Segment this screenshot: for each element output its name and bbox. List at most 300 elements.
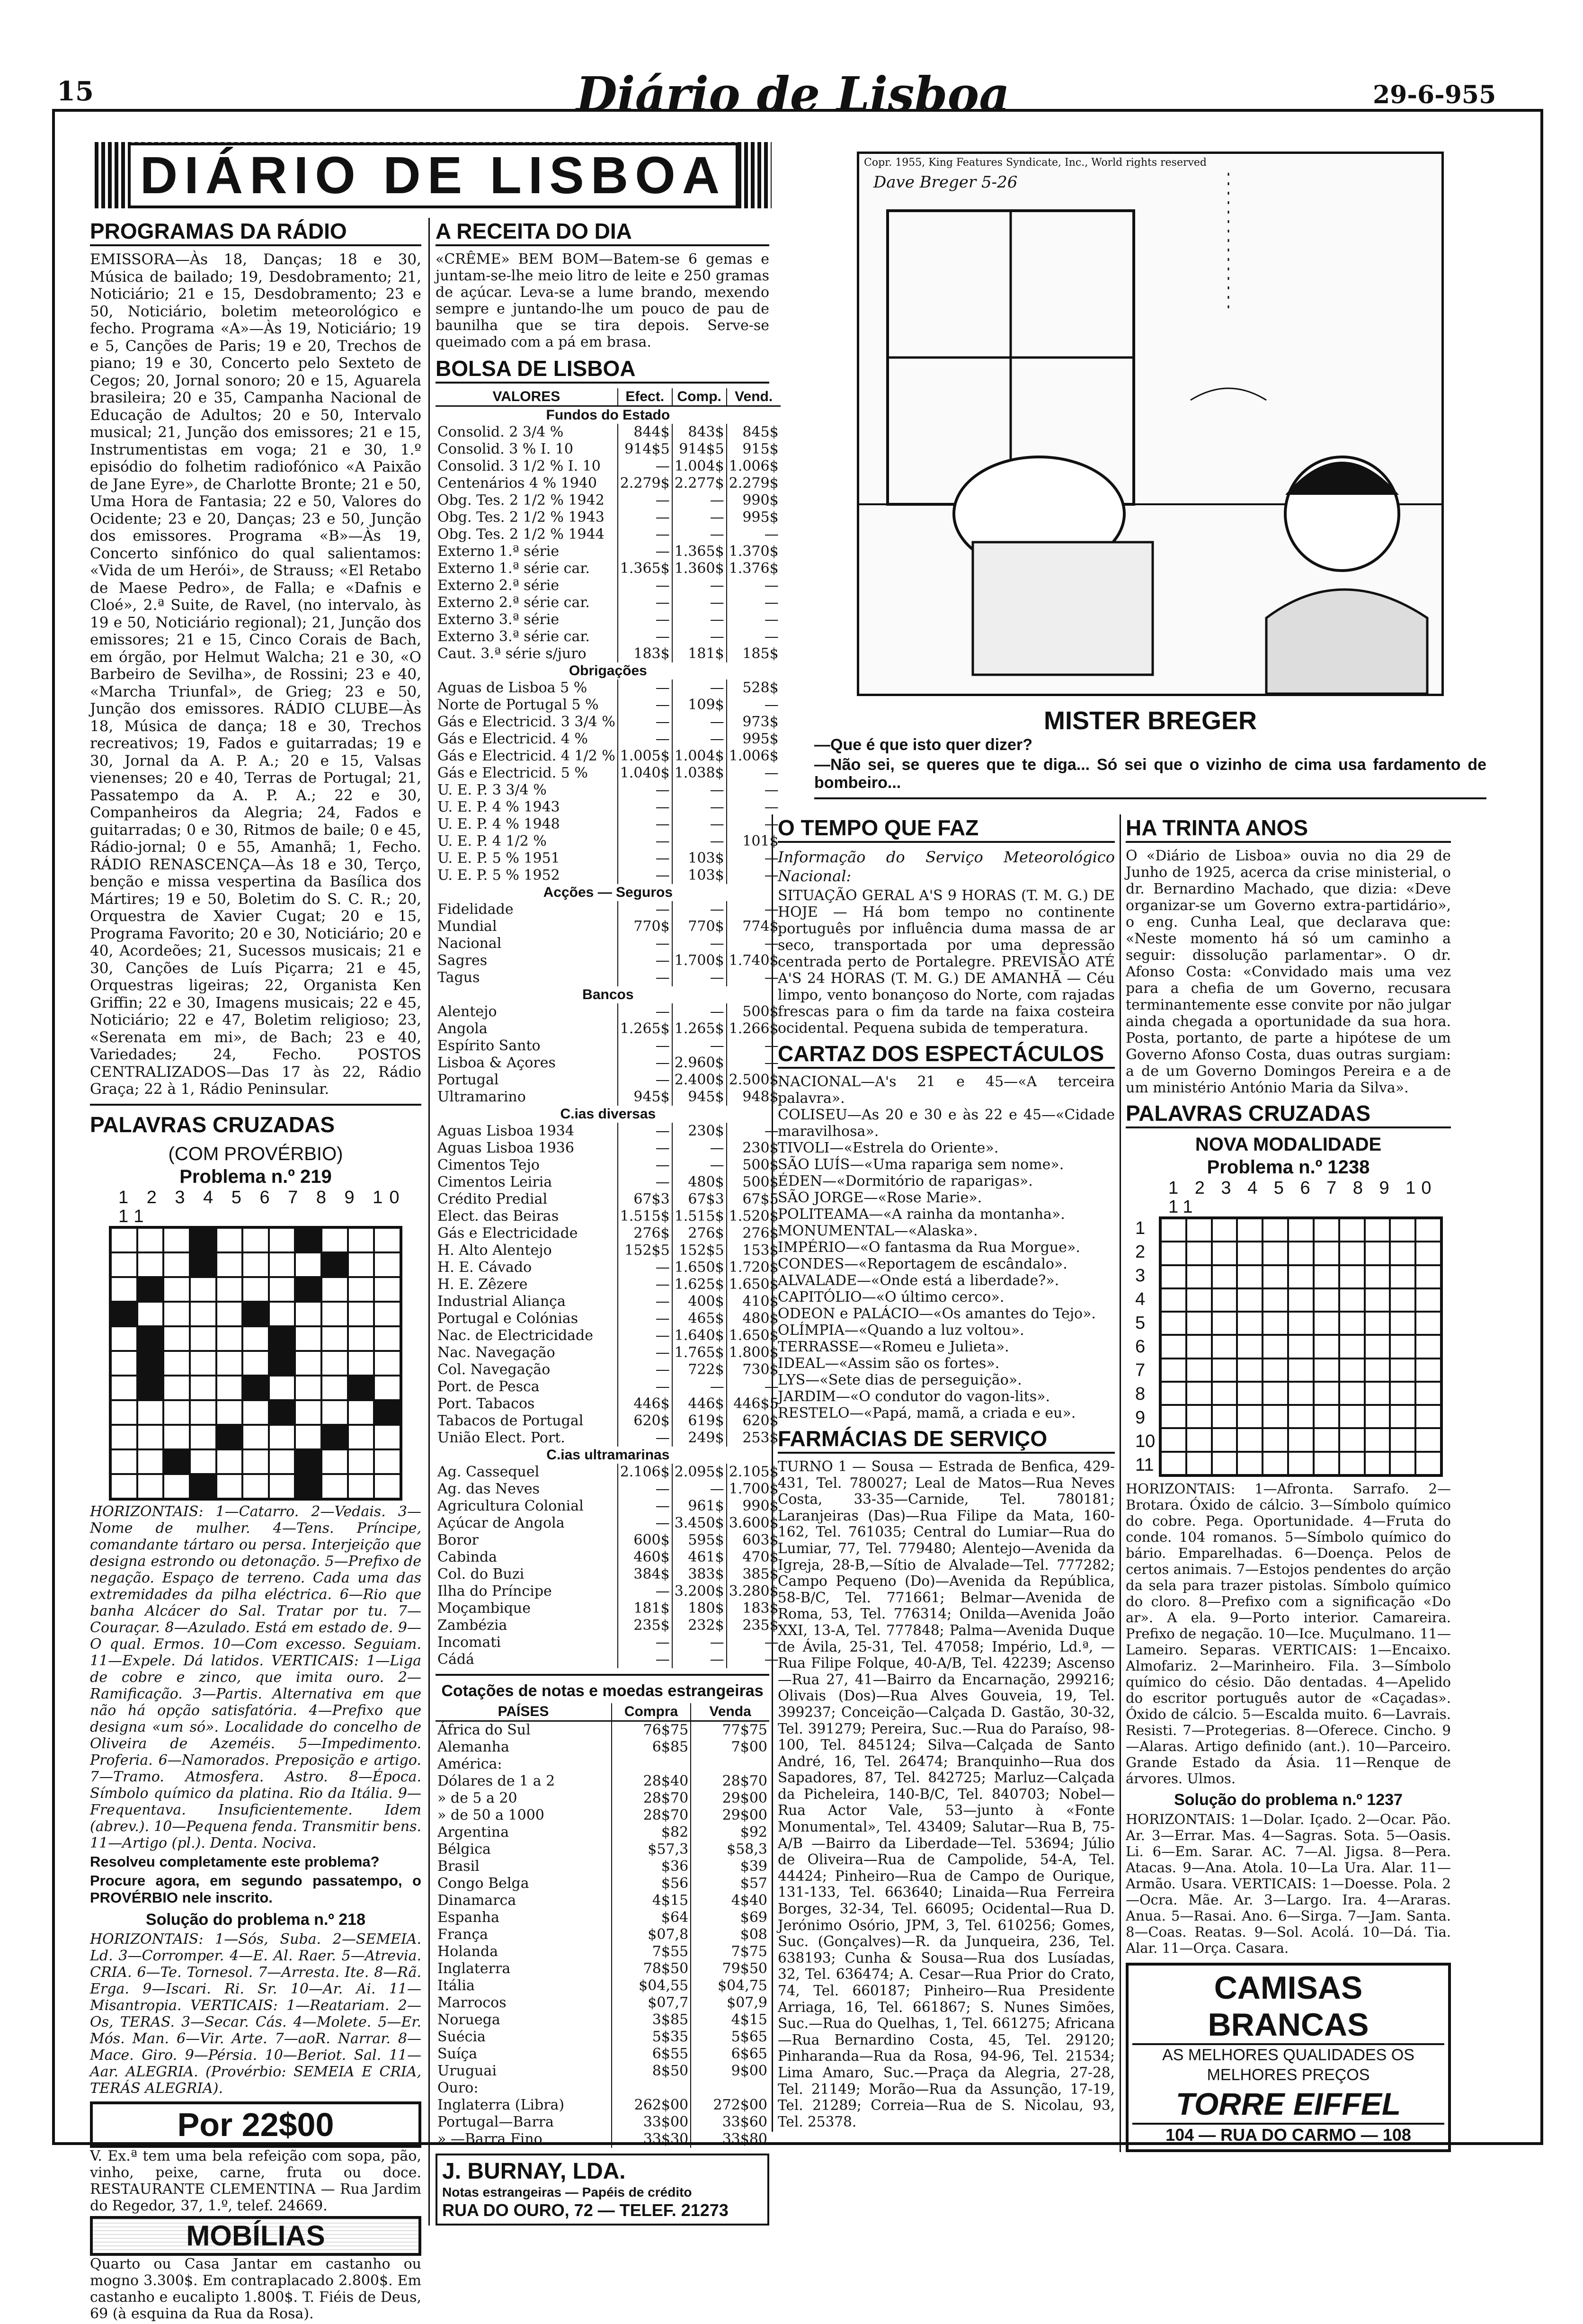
bolsa-cell: — xyxy=(672,1634,727,1651)
cartoon-caption-2: —Não sei, se queres que te diga... Só sei que o vizinho de cima usa fardamento de bombeiro... xyxy=(814,756,1486,792)
cotacoes-cell: $04,55 xyxy=(612,1977,691,1994)
crossword1-cell xyxy=(374,1277,400,1302)
crossword2-row-number: 1 xyxy=(1135,1218,1146,1238)
cotacoes-cell: Uruguai xyxy=(436,2063,612,2080)
crossword2-cell xyxy=(1288,1265,1314,1288)
crossword2-cell xyxy=(1365,1218,1390,1242)
crossword1-cell xyxy=(137,1252,164,1277)
crossword2-cell xyxy=(1365,1428,1390,1451)
burnay-name: J. BURNAY, LDA. xyxy=(442,2159,626,2184)
bolsa-cell: 461$ xyxy=(672,1549,727,1566)
crossword2-cell xyxy=(1314,1359,1339,1382)
crossword2-cell xyxy=(1263,1265,1288,1288)
crossword1-cell xyxy=(348,1351,374,1376)
espectaculo-item: ODEON e PALÁCIO—«Os amantes do Tejo». xyxy=(778,1305,1096,1322)
bolsa-row xyxy=(436,679,781,697)
bolsa-cell: — xyxy=(672,594,727,611)
crossword1-cell xyxy=(111,1400,137,1425)
bolsa-cell: Fidelidade xyxy=(436,901,618,918)
bolsa-row xyxy=(436,1430,781,1447)
bolsa-row xyxy=(436,628,781,645)
bolsa-cell: — xyxy=(618,492,672,509)
bolsa-cell: 1.004$ xyxy=(672,458,727,475)
bolsa-cell: 181$ xyxy=(672,645,727,662)
crossword2-cell xyxy=(1314,1288,1339,1312)
bolsa-row xyxy=(436,1208,781,1225)
crossword1-cell xyxy=(242,1302,269,1326)
bolsa-cell: — xyxy=(618,901,672,918)
crossword1-cell xyxy=(321,1228,348,1252)
crossword1-cell xyxy=(321,1449,348,1474)
bolsa-cell: 101$ xyxy=(742,833,779,849)
crossword1-cell xyxy=(163,1376,190,1400)
bolsa-cell: — xyxy=(618,1310,672,1327)
crossword1-cell xyxy=(374,1474,400,1499)
bolsa-row xyxy=(436,1617,781,1634)
crossword2-cell xyxy=(1288,1288,1314,1312)
espectaculo-item: SÃO LUÍS—«Uma rapariga sem nome». xyxy=(778,1156,1064,1173)
bolsa-cell: — xyxy=(618,1651,672,1668)
bolsa-cell: Gás e Electricid. 5 % xyxy=(436,765,618,782)
bolsa-cell: Incomati xyxy=(436,1634,618,1651)
cotacoes-cell: 28$70 xyxy=(722,1773,767,1789)
bolsa-cell: 620$ xyxy=(742,1412,779,1429)
cotacoes-cell: 7$75 xyxy=(731,1943,767,1960)
receita-heading: A RECEITA DO DIA xyxy=(436,218,769,246)
cotacoes-row xyxy=(436,1841,769,1858)
bolsa-cell: 1.625$ xyxy=(672,1276,727,1293)
crossword1-cell xyxy=(321,1277,348,1302)
cotacoes-cell: 29$00 xyxy=(722,1790,767,1806)
crossword2-row-number: 6 xyxy=(1135,1337,1146,1357)
cotacoes-cell: 9$00 xyxy=(731,2063,767,2079)
bolsa-cell: 1.006$ xyxy=(729,458,779,474)
bolsa-cell: — xyxy=(764,594,779,611)
bolsa-cell: 770$ xyxy=(672,918,727,935)
bolsa-row xyxy=(436,1089,781,1106)
espectaculo-item: SÃO JORGE—«Rose Marie». xyxy=(778,1189,982,1206)
bolsa-cell: — xyxy=(618,1072,672,1089)
crossword2-cell xyxy=(1365,1288,1390,1312)
bolsa-cell: — xyxy=(672,1157,727,1174)
bolsa-cell: 961$ xyxy=(672,1498,727,1515)
bolsa-cell: Externo 1.ª série xyxy=(436,543,618,560)
crossword1-cell xyxy=(190,1302,216,1326)
bolsa-cell: 232$ xyxy=(672,1617,727,1634)
bolsa-cell: 990$ xyxy=(742,492,779,509)
crossword2-cell xyxy=(1314,1428,1339,1451)
crossword1-cell xyxy=(321,1474,348,1499)
bolsa-cell: 152$5 xyxy=(672,1242,727,1259)
crossword1-cell xyxy=(137,1376,164,1400)
bolsa-cell: 3.200$ xyxy=(672,1583,727,1600)
bolsa-cell: — xyxy=(672,833,727,850)
bolsa-row xyxy=(436,748,781,765)
bolsa-cell: — xyxy=(672,816,727,833)
crossword1-cell xyxy=(163,1277,190,1302)
bolsa-cell: 1.365$ xyxy=(618,560,672,577)
crossword1-cell xyxy=(111,1474,137,1499)
crossword2-cell xyxy=(1314,1405,1339,1428)
bolsa-row xyxy=(436,850,781,867)
crossword2-cell xyxy=(1161,1218,1186,1242)
bolsa-cell: 1.038$ xyxy=(672,765,727,782)
radio-text: EMISSORA—Às 18, Danças; 18 e 30, Música de bailado; 19, Desdobramento; 21, Noticiário; 21 e 15, Desdobramento; 23 e 50, Noticiário, boletim meteorológico e fecho. Programa «A»—Às 19, Noticiário; 19 e 5, Canções de Paris; 19 e 20, Trechos de piano; 19 e 30, Concerto pelo Sexteto de Cegos; 20, Jornal sonoro; 20 e 15, Aguarela brasileira; 20 e 35, Campanha Nacional de Educação de Adultos; 20 e 50, Intervalo musical; 21, Junção dos emissores; 21 e 15, Instrumentistas em voga; 21 e 30, 1.º episódio do folhetim radiofónico «A Paixão de Jane Eyre», de Charlotte Bronte; 21 e 50, Uma Hora de Fantasia; 22 e 50, Valores do Ocidente; 23 e 20, Danças; 23 e 50, Junção dos emissores. Programa «B»—Às 19, Concerto sinfónico do qual salientamos: «Vida de um Herói», de Strauss; «El Retabo de Maese Pedro», de Falla; e «Dafnis e Cloé», 2.ª Suite, de Ravel, (no intervalo, às 19 e 50, Noticiário regional); 21, Junção dos emissores; 21 e 15, Cinco Corais de Bach, em órgão, por Helmut Walcha; 21 e 30, «O Barbeiro de Sevilha», de Rossini; 23 e 40, «Marcha Triunfal», de Grieg; 23 e 50, Junção dos emissores. RÁDIO CLUBE—Às 18, Música de dança; 18 e 30, Trechos recreativos; 19, Fados e guitarradas; 19 e 30, Jornal da A. P. A.; 20 e 15, Valsas vienenses; 20 e 40, Terras de Portugal; 21, Passatempo da A. P. A.; 22 e 30, Companheiros da Alegria; 24, Fados e guitarradas; 0 e 30, Ritmos de baile; 0 e 45, Rádio-jornal; 0 e 55, Amanhã; 1, Fecho. RÁDIO RENASCENÇA—Às 18 e 30, Terço, benção e missa vespertina da Basílica dos Mártires; 19 e 50, Boletim do S. C. R.; 20, Orquestra de Xavier Cugat; 20 e 15, Programa Favorito; 20 e 30, Noticiário; 20 e 40, Acordeões; 21, Sucessos musicais; 21 e 30, Canções de Luís Piçarra; 21 e 45, Orquestras ligeiras; 22, Organista Ken Griffin; 22 e 30, Imagens musicais; 22 e 45, Noticiário; 22 e 47, Boletim religioso; 23, «Serenata em mi», de Bach; 23 e 40, Variedades; 24, Fecho. POSTOS CENTRALIZADOS—Das 17 às 22, Rádio Graça; 22 à 1, Rádio Peninsular. xyxy=(90,251,421,1098)
crossword2-cell xyxy=(1237,1242,1263,1265)
crossword2-solution: HORIZONTAIS: 1—Dolar. Içado. 2—Ocar. Pão. Ar. 3—Errar. Mas. 4—Sagras. Sota. 5—Oasis. Li. 6—Em. Sarar. AC. 7—Al. Jigsa. 8—Pera. Atacas. 9—Ana. Atola. 10—La Ura. Alar. 11—Armão. Usara. VERTICAIS: 1—Doesse. Pola. 2—Ocra. Mãe. Ar. 3—Largo. Ira. 4—Araras. Anua. 5—Rasai. Ano. 6—Sirga. 7—Jam. Santa. 8—Coas. Reatas. 9—Sol. Acolá. 10—Dá. Tia. Alar. 11—Orça. Casara. xyxy=(1126,1811,1451,1956)
crossword1-cell xyxy=(190,1376,216,1400)
espectaculo-item: IMPÉRIO—«O fantasma da Rua Morgue». xyxy=(778,1239,1080,1256)
bolsa-cell: Nac. de Electricidade xyxy=(436,1327,618,1344)
bolsa-row xyxy=(436,1651,781,1668)
crossword2-cell xyxy=(1288,1242,1314,1265)
bolsa-cell: — xyxy=(764,799,779,815)
bolsa-row xyxy=(436,1225,781,1242)
crossword2-cell xyxy=(1415,1382,1441,1405)
crossword1-cell xyxy=(190,1474,216,1499)
bolsa-cell: Gás e Electricidade xyxy=(436,1225,618,1242)
crossword2-cell xyxy=(1365,1335,1390,1358)
crossword1-cell xyxy=(163,1228,190,1252)
crossword2-cell xyxy=(1390,1382,1415,1405)
bolsa-cell: 500$ xyxy=(742,1003,779,1020)
cotacoes-cell: $07,9 xyxy=(727,1994,767,2011)
ad-mobilias-text: Quarto ou Casa Jantar em castanho ou mogno 3.300$. Em contraplacado 2.800$. Em castanho e eucalipto 1.800$. T. Fiéis de Deus, 69 (à esquina da Rua da Rosa). xyxy=(90,2255,421,2322)
crossword1-cell xyxy=(163,1326,190,1351)
crossword1-cell xyxy=(190,1425,216,1449)
bolsa-row xyxy=(436,1583,781,1600)
bolsa-cell: 1.360$ xyxy=(672,560,727,577)
crossword1-cell xyxy=(374,1400,400,1425)
crossword1-prompt: Procure agora, em segundo passatempo, o PROVÉRBIO nele inscrito. xyxy=(90,1872,421,1906)
bolsa-cell: Port. de Pesca xyxy=(436,1378,618,1395)
crossword1-question: Resolveu completamente este problema? xyxy=(90,1853,380,1870)
crossword1-cell xyxy=(321,1252,348,1277)
bolsa-cell: — xyxy=(618,731,672,748)
crossword2-cell xyxy=(1212,1382,1237,1405)
crossword2-heading: PALAVRAS CRUZADAS xyxy=(1126,1100,1451,1128)
crossword2-cell xyxy=(1415,1242,1441,1265)
crossword1-cell xyxy=(190,1252,216,1277)
bolsa-cell: — xyxy=(618,1259,672,1276)
divider xyxy=(436,1674,769,1676)
crossword1-cell xyxy=(163,1449,190,1474)
cotacoes-cell xyxy=(612,2080,691,2097)
bolsa-cell: 945$ xyxy=(618,1089,672,1106)
crossword1-cell xyxy=(111,1228,137,1252)
bolsa-cell: 2.400$ xyxy=(672,1072,727,1089)
cotacoes-cell: 79$50 xyxy=(722,1960,767,1977)
crossword2-solution-title: Solução do problema n.º 1237 xyxy=(1174,1791,1403,1809)
crossword1-col-numbers: 1 2 3 4 5 6 7 8 9 10 11 xyxy=(118,1187,406,1226)
crossword2-cell xyxy=(1263,1405,1288,1428)
bolsa-cell: 67$3 xyxy=(672,1191,727,1208)
bolsa-cell: 383$ xyxy=(672,1566,727,1583)
crossword1-cell xyxy=(137,1302,164,1326)
bolsa-cell: 2.095$ xyxy=(672,1464,727,1481)
bolsa-cell: 948$ xyxy=(742,1089,779,1105)
bolsa-row xyxy=(436,1037,781,1055)
crossword2-cell xyxy=(1390,1428,1415,1451)
bolsa-header-row xyxy=(436,388,781,406)
bolsa-cell: U. E. P. 5 % 1951 xyxy=(436,850,618,867)
bolsa-cell: — xyxy=(618,1055,672,1072)
bolsa-cell: Mundial xyxy=(436,918,618,935)
crossword2-cell xyxy=(1212,1452,1237,1475)
bolsa-cell: 600$ xyxy=(618,1532,672,1549)
crossword2-cell xyxy=(1365,1242,1390,1265)
cotacoes-cell: 33$80 xyxy=(722,2131,767,2147)
crossword2-cell xyxy=(1390,1312,1415,1335)
crossword2-cell xyxy=(1314,1265,1339,1288)
bolsa-cell: 1.005$ xyxy=(618,748,672,765)
cotacoes-row xyxy=(436,2011,769,2029)
crossword1-cell xyxy=(137,1474,164,1499)
cotacoes-cell: Suécia xyxy=(436,2029,612,2046)
bolsa-row xyxy=(436,1293,781,1310)
cotacoes-cell: Ouro: xyxy=(436,2080,612,2097)
crossword1-cell xyxy=(321,1425,348,1449)
cotacoes-cell: Alemanha xyxy=(436,1739,612,1756)
crossword1-cell xyxy=(111,1449,137,1474)
bolsa-cell: Alentejo xyxy=(436,1003,618,1020)
crossword1-cell xyxy=(242,1400,269,1425)
bolsa-cell: Aguas de Lisboa 5 % xyxy=(436,679,618,697)
crossword1-cell xyxy=(348,1302,374,1326)
bolsa-cell: — xyxy=(618,1037,672,1055)
bolsa-cell: Obg. Tes. 2 1/2 % 1944 xyxy=(436,526,618,543)
bolsa-cell: — xyxy=(618,867,672,884)
farmacias-text: TURNO 1 — Sousa — Estrada de Benfica, 429-431, Tel. 780027; Leal de Matos—Rua Neves Costa, 33-35—Carnide, Tel. 780181; Laranjeiras (Das)—Rua Filipe da Mata, 160-162, Tel. 761035; Central do Lumiar—Rua do Lumiar, 77, Tel. 779480; Alentejo—Avenida da Igreja, 28-B,—Sítio de Alvalade—Tel. 777282; Campo Pequeno (Do)—Avenida da República, 58-B/C, Tel. 771661; Belmar—Avenida de Roma, 53, Tel. 776314; Onilda—Avenida João XXI, 13-A, Tel. 777848; Palma—Avenida Duque de Ávila, 25-31, Tel. 47058; Império, Ld.ª, —Rua Filipe Folque, 40-A/B, Tel. 42239; Ascenso—Rua 27, 41—Bairro da Encarnação, 299216; Olivais (Dos)—Rua Alves Gouveia, 19, Tel. 399237; Conceição—Calçada D. Gastão, 30-32, Tel. 391279; Pereira, Suc.—Rua do Paraíso, 98-100, Tel. 845124; Silva—Calçada de Santo André, 16, Tel. 26474; Branquinho—Rua dos Sapadores, 87, Tel. 842725; Marluz—Calçada da Picheleira, 140-B/C, Tel. 840703; Nobel—Rua Actor Vale, 53—junto à «Fonte Monumental», Tel. 43409; Salutar—Rua B, 75-A/B —Bairro da Liberdade—Tel. 53694; Júlio de Oliveira—Rua de Campolide, 54-A, Tel. 44424; Pinheiro—Rua de Campo de Ourique, 131-133, Tel. 663640; Linaida—Rua Ferreira Borges, 32-34, Tel. 66095; Ocidental—Rua D. Jerónimo Osório, JPM, 3, Tel. 610256; Gomes, Suc. (Gonçalves)—R. da Junqueira, 236, Tel. 638193; Cunha & Sousa—Rua dos Lusíadas, 32, Tel. 636474; A. Cesar—Rua Prior do Crato, 74, Tel. 660187; Pinheiro—Rua Presidente Arriaga, 16, Tel. 661867; S. Nunes Simões, Suc.—Rua do Quelhas, 1, Tel. 661275; Africana—Rua Bernardino Costa, 45, Tel. 29120; Pinharanda—Rua da Rosa, 94-96, Tel. 21534; Lima Amaro, Suc.—Praça da Alegria, 27-28, Tel. 21149; Morão—Rua da Assunção, 17-19, Tel. 21289; Correia—Rua de S. Nicolau, 93, Tel. 25378. xyxy=(778,1458,1115,2130)
bolsa-cell: — xyxy=(672,969,727,986)
bolsa-cell: União Elect. Port. xyxy=(436,1430,618,1447)
bolsa-cell: 276$ xyxy=(618,1225,672,1242)
bolsa-row xyxy=(436,867,781,884)
section-logo xyxy=(95,142,772,208)
crossword1-cell xyxy=(269,1449,295,1474)
bolsa-cell: Lisboa & Açores xyxy=(436,1055,618,1072)
cotacoes-heading: Cotações de notas e moedas estrangeiras xyxy=(441,1682,764,1700)
crossword1-cell xyxy=(374,1252,400,1277)
bolsa-row xyxy=(436,611,781,628)
cotacoes-cell: Portugal—Barra xyxy=(436,2114,612,2131)
bolsa-row xyxy=(436,816,781,833)
bolsa-row xyxy=(436,1174,781,1191)
bolsa-row xyxy=(436,594,781,611)
bolsa-cell: — xyxy=(618,1344,672,1361)
ad-refeicao-price: Por 22$00 xyxy=(90,2101,421,2148)
bolsa-cell: Angola xyxy=(436,1020,618,1037)
cotacoes-cell: 28$40 xyxy=(612,1773,691,1790)
espectaculo-item: OLÍMPIA—«Quando a luz voltou». xyxy=(778,1322,1024,1339)
bolsa-cell: 235$ xyxy=(618,1617,672,1634)
crossword1-clues: HORIZONTAIS: 1—Catarro. 2—Vedais. 3—Nome de mulher. 4—Tens. Príncipe, comandante tártaro ou persa. Interjeição que designa estrondo ou detonação. 5—Prefixo de negação. Espaço de terreno. Cada uma das extremidades da pilha eléctrica. 6—Rio que banha Alcácer do Sal. Tratar por tu. 7—Couraçar. 8—Azulado. Está em estado de. 9—O qual. Ermos. 10—Com excesso. Seguiam. 11—Expele. Dá latidos. VERTICAIS: 1—Liga de cobre e zinco, que imita ouro. 2—Ramificação. 3—Partis. Alternativa em que não há opção satisfatória. 4—Prefixo que designa «um só». Localidade do concelho de Oliveira de Azeméis. 5—Impedimento. Proferia. 6—Namorados. Preposição e artigo. 7—Tramo. Atmosfera. Astro. 8—Época. Símbolo químico da platina. Rio da Itália. 9—Frequentava. Insuficientemente. Idem (abrev.). 10—Pequena fenda. Transmitir bens. 11—Artigo (pl.). Denta. Nociva. xyxy=(90,1503,421,1851)
bolsa-cell: 410$ xyxy=(742,1293,779,1310)
cotacoes-col-header: Compra xyxy=(612,1703,691,1721)
bolsa-cell: 528$ xyxy=(742,679,779,696)
bolsa-cell: — xyxy=(672,509,727,526)
crossword2-cell xyxy=(1212,1265,1237,1288)
bolsa-cell: 1.515$ xyxy=(618,1208,672,1225)
cotacoes-row xyxy=(436,2046,769,2063)
crossword2-cell xyxy=(1212,1242,1237,1265)
crossword2-cell xyxy=(1288,1359,1314,1382)
cotacoes-cell: Espanha xyxy=(436,1909,612,1926)
bolsa-cell: 1.376$ xyxy=(729,560,779,577)
bolsa-row xyxy=(436,1157,781,1174)
bolsa-row xyxy=(436,901,781,918)
crossword1-cell xyxy=(295,1474,321,1499)
crossword1-cell xyxy=(348,1252,374,1277)
crossword2-cell xyxy=(1390,1335,1415,1358)
cotacoes-cell: $92 xyxy=(740,1824,767,1841)
bolsa-row xyxy=(436,543,781,560)
bolsa-cell: — xyxy=(764,901,779,918)
bolsa-cell: 103$ xyxy=(672,867,727,884)
bolsa-row xyxy=(436,526,781,543)
crossword2-cell xyxy=(1288,1382,1314,1405)
crossword1-problem: Problema n.º 219 xyxy=(179,1166,332,1187)
bolsa-cell: Nacional xyxy=(436,935,618,952)
cotacoes-cell xyxy=(691,2080,769,2097)
crossword1-cell xyxy=(190,1400,216,1425)
bolsa-cell: 1.515$ xyxy=(672,1208,727,1225)
crossword1-cell xyxy=(111,1277,137,1302)
crossword2-cell xyxy=(1339,1359,1365,1382)
espectaculo-item: RESTELO—«Papá, mamã, a criada e eu». xyxy=(778,1405,1076,1421)
crossword1-cell xyxy=(137,1425,164,1449)
cotacoes-cell: Holanda xyxy=(436,1943,612,1960)
bolsa-row xyxy=(436,577,781,594)
bolsa-cell: — xyxy=(618,782,672,799)
bolsa-col-header: Efect. xyxy=(618,388,672,406)
bolsa-cell: — xyxy=(618,816,672,833)
bolsa-cell: 995$ xyxy=(742,731,779,747)
crossword2-cell xyxy=(1339,1265,1365,1288)
crossword1-heading: PALAVRAS CRUZADAS xyxy=(90,1112,335,1137)
cotacoes-cell: » de 5 a 20 xyxy=(436,1790,612,1807)
cotacoes-col-header: Venda xyxy=(691,1703,769,1721)
ad-burnay xyxy=(436,2154,769,2226)
bolsa-cell: 619$ xyxy=(672,1412,727,1430)
bolsa-section-row xyxy=(436,406,781,424)
bolsa-cell: 995$ xyxy=(742,509,779,526)
bolsa-cell: Aguas Lisboa 1936 xyxy=(436,1140,618,1157)
bolsa-cell: 152$5 xyxy=(618,1242,672,1259)
crossword1-cell xyxy=(321,1302,348,1326)
bolsa-cell: — xyxy=(618,1157,672,1174)
bolsa-row xyxy=(436,1361,781,1378)
cartoon xyxy=(857,152,1444,696)
crossword2-cell xyxy=(1415,1335,1441,1358)
cotacoes-row xyxy=(436,1960,769,1977)
bolsa-cell: — xyxy=(618,1140,672,1157)
bolsa-cell: 400$ xyxy=(672,1293,727,1310)
crossword1-cell xyxy=(269,1400,295,1425)
bolsa-row xyxy=(436,1310,781,1327)
ha-trinta-text: O «Diário de Lisboa» ouvia no dia 29 de Junho de 1925, acerca da crise ministerial, o dr. Bernardino Machado, que dizia: «Deve organizar-se um Governo extra-partidário», o eng. Cunha Leal, que declarava que: «Neste momento há só um caminho a seguir: dissolução parlamentar». O dr. Afonso Costa: «Convidado mais uma vez para a chefia de um Governo, recusara terminantemente esse convite por não julgar ainda chegada a oportunidade da sua hora. Posta, portanto, de parte a hipótese de um Governo Afonso Costa, duas outras surgiam: a de um Governo Domingos Pereira e a de um ministério António Maria da Silva». xyxy=(1126,848,1451,1096)
cotacoes-header-row xyxy=(436,1703,769,1721)
crossword2-cell xyxy=(1237,1265,1263,1288)
bolsa-cell: 990$ xyxy=(742,1498,779,1514)
bolsa-row xyxy=(436,833,781,850)
bolsa-cell: 1.365$ xyxy=(672,543,727,560)
cotacoes-cell: Bélgica xyxy=(436,1841,612,1858)
crossword2-cell xyxy=(1365,1452,1390,1475)
cotacoes-row xyxy=(436,1994,769,2011)
cotacoes-row xyxy=(436,2131,769,2148)
bolsa-cell: 973$ xyxy=(742,714,779,730)
cotacoes-cell: 77$75 xyxy=(722,1722,767,1738)
woman-hair xyxy=(1285,462,1399,495)
crossword1-cell xyxy=(374,1449,400,1474)
crossword2-cell xyxy=(1390,1405,1415,1428)
crossword1-cell xyxy=(137,1228,164,1252)
ad-mobilias-title: MOBÍLIAS xyxy=(90,2216,421,2256)
crossword1-cell xyxy=(163,1302,190,1326)
cotacoes-cell: 6$85 xyxy=(612,1739,691,1756)
cotacoes-row xyxy=(436,1926,769,1943)
cotacoes-cell: $57,3 xyxy=(612,1841,691,1858)
cotacoes-cell: Noruega xyxy=(436,2011,612,2029)
bolsa-cell: 1.640$ xyxy=(672,1327,727,1344)
crossword2-row-number: 8 xyxy=(1135,1384,1146,1404)
bolsa-cell: 1.700$ xyxy=(672,952,727,969)
crossword1-cell xyxy=(348,1326,374,1351)
crossword2-row-numbers xyxy=(1135,1216,1159,1477)
cotacoes-row xyxy=(436,2114,769,2131)
crossword2-cell xyxy=(1415,1288,1441,1312)
crossword1-cell xyxy=(269,1376,295,1400)
puddle xyxy=(1191,388,1266,400)
crossword2-clues: HORIZONTAIS: 1—Afronta. Sarrafo. 2—Brotara. Óxido de cálcio. 3—Símbolo químico do cobre. Pega. Oportunidade. 4—Fruta do conde. 104 romanos. 5—Símbolo químico do bário. Emparelhadas. 6—Doença. Pelos de certos animais. 7—Estojos pendentes do arção da sela para trazer pistolas. Símbolo químico do cloro. 8—Prefixo com a significação «Do ar». A ela. 9—Porto interior. Camareira. Prefixo de negação. 10—Ice. Muçulmano. 11—Lameiro. Separas. VERTICAIS: 1—Encaixo. Almofariz. 2—Marinheiro. Fila. 3—Símbolo químico do césio. Dão dentadas. 4—Apelido do escritor português autor de «Caçadas». Óxido de cálcio. 5—Escalda muito. 6—Lavrais. Resisti. 7—Protegerias. 8—Oferece. Cincho. 9—Alaras. Artigo definido (ant.). 10—Parceiro. Grande Estado da Ásia. 11—Renque de árvores. Ulmos. xyxy=(1126,1481,1451,1787)
crossword2-cell xyxy=(1237,1218,1263,1242)
bolsa-cell: — xyxy=(618,1276,672,1293)
camisas-brand: TORRE EIFFEL xyxy=(1175,2086,1401,2121)
page-number: 15 xyxy=(57,76,94,107)
bolsa-cell: Port. Tabacos xyxy=(436,1395,618,1412)
bolsa-cell: Zambézia xyxy=(436,1617,618,1634)
cotacoes-cell: África do Sul xyxy=(436,1721,612,1739)
espectaculo-item: NACIONAL—A's 21 e 45—«A terceira palavra». xyxy=(778,1073,1115,1107)
divider xyxy=(814,797,1486,799)
bolsa-cell: 1.370$ xyxy=(729,543,779,560)
crossword1-cell xyxy=(374,1228,400,1252)
bolsa-cell: — xyxy=(618,1123,672,1140)
bolsa-row xyxy=(436,1072,781,1089)
crossword2-cell xyxy=(1186,1312,1212,1335)
cotacoes-cell: $07,7 xyxy=(612,1994,691,2011)
bolsa-cell: — xyxy=(672,1378,727,1395)
cotacoes-row xyxy=(436,1721,769,1739)
bolsa-row xyxy=(436,458,781,475)
crossword1-cell xyxy=(269,1302,295,1326)
cotacoes-cell: $07,8 xyxy=(612,1926,691,1943)
cotacoes-cell: Suíça xyxy=(436,2046,612,2063)
cotacoes-col-header: PAÍSES xyxy=(436,1703,612,1721)
issue-date: 29-6-955 xyxy=(1373,80,1496,109)
crossword2-cell xyxy=(1161,1382,1186,1405)
crossword1-cell xyxy=(295,1228,321,1252)
crossword2-cell xyxy=(1339,1452,1365,1475)
cotacoes-row xyxy=(436,1875,769,1892)
bolsa-cell: Caut. 3.ª série s/juro xyxy=(436,645,618,662)
cotacoes-cell: América: xyxy=(436,1756,612,1773)
bolsa-cell: — xyxy=(764,782,779,798)
crossword2-cell xyxy=(1263,1218,1288,1242)
bolsa-cell: 595$ xyxy=(672,1532,727,1549)
crossword1-cell xyxy=(163,1400,190,1425)
